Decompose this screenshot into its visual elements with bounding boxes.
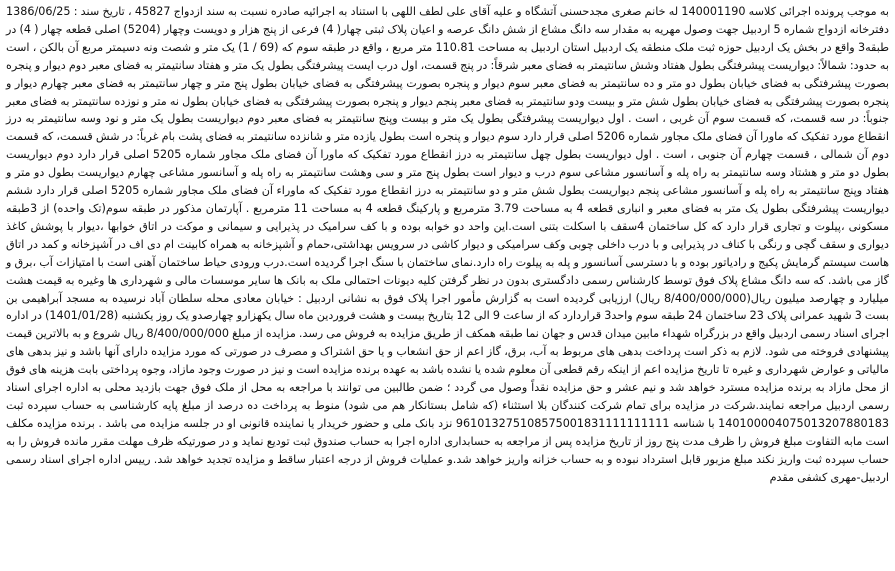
auction-notice-text: به موجب پرونده اجرائی کلاسه 140001190 له خانم صغری مجدحسنی آتشگاه و علیه آقای علی لطف اللهی با استناد به اجرائیه صادره نسبت به سند ازدواج 45827 ، تاریخ سند : 1386/06/25 دفترخانه ازدواج شماره 5 اردبیل جهت وصول مهریه به مقدار سه دانگ مشاع از شش دانگ عرصه و اعیان پلاک ثبتی چهار( 4) فرعی از پنج هزار و دویست وچهار (5204) اصلی قطعه چهار ( 4) در طبقه3 واقع در بخش یک اردبیل حوزه ثبت ملک منطقه یک اردبیل استان اردبیل به مساحت 110.81 متر مربع ، واقع در طبقه سوم که (69 / 1) یک متر و شصت ونه دسیمتر مربع آن بالکن ، است به حدود: شمالاً: دیواریست پیشرفتگی بطول هفتاد وشش سانتیمتر به فضای معبر شرقاً: در پنج قسمت، اول درب ایست پیشرفتگی بطول یک متر و هفتاد سانتیمتر به فضای معبر دوم دیوار و پنجره بصورت پیشرفتگی به فضای خیابان بطول دو متر و ده سانتیمتر به فضای معبر سوم دیوار و پنجره بصورت پیشرفتگی به فضای خیابان بطول پنج متر و چهار سانتیمتر به فضای معبر چهارم دیوار و پنجره بصورت پیشرفتگی به فضای خیابان بطول شش متر و بیست ودو سانتیمتر به فضای معبر پنجم دیوار و پنجره بصورت پیشرفتگی به فضای خیابان بطول نه متر و نوزده سانتیمتر به فضای معبر جنوباً: در سه قسمت، که قسمت سوم آن غربی ، است . اول دیواریست پیشرفتگی بطول یک متر و بیست وپنج سانتیمتر به فضای معبر دوم دیواریست بطول یک متر و نود وسه سانتیمتر به درز انقطاع مورد تفکیک که ماورا آن فضای ملک مجاور شماره 5206 اصلی قرار دارد سوم دیوار و پنجره است بطول یازده متر و شانزده سانتیمتر به فضای پشت بام غرباً: در شش قسمت، که قسمت دوم آن شمالی ، قسمت چهارم آن جنوبی ، است . اول دیواریست بطول چهل سانتیمتر به درز انقطاع مورد تفکیک که ماورا آن فضای ملک مجاور شماره 5205 اصلی قرار دارد دوم دیواریست بطول دو متر و هشتاد وسه سانتیمتر به راه پله و آسانسور مشاعی سوم درب و دیوار است بطول پنج متر و سی وهشت سانتیمتر به راه پله و آسانسور مشاعی چهارم دیواریست بطول دو متر و هفتاد وپنج سانتیمتر به راه پله و آسانسور مشاعی پنجم دیواریست بطول شش متر و دو سانتیمتر به درز انقطاع مورد تفکیک که ماوراء آن فضای ملک مجاور شماره 5205 اصلی قرار دارد ششم دیواریست پیشرفتگی بطول یک متر به فضای معبر و انباری قطعه 4 به مساحت 3.79 مترمربع و پارکینگ قطعه 4 به مساحت 11 مترمربع . آپارتمان مذکور در طبقه سوم(تک واحده) از 3طبقه مسکونی ،پیلوت و تجاری قرار دارد که کل ساختمان 4سقف با اسکلت بتنی است.این واحد دو خوابه بوده و با کف سرامیک در پذیرایی و سیمانی و موکت در اتاق خوابها ،دیوار با پوشش کاغذ دیواری و سقف گچی و رنگی با کناف در پذیرایی و با درب داخلی چوبی وکف سرامیکی و دیوار کاشی در سرویس بهداشتی،حمام و آشپزخانه به همراه کابینت ام دی اف در آشپزخانه و کمد در اتاق هاست سیستم گرمایش پکیج و رادیاتور بوده و با دسترسی آسانسور و پله به پیلوت راه دارد.نمای ساختمان با سنگ اجرا گردیده است.درب ورودی حیاط ساختمان آهنی است با امتیازات آب ،برق و گاز می باشد. که سه دانگ مشاع پلاک فوق توسط کارشناس رسمی دادگستری بدون در نظر گرفتن کلیه دیونات احتمالی ملک به بانک ها سایر موسسات مالی و شهرداری ها وغیره به قیمت هشت میلیارد و چهارصد میلیون ریال(8/400/000/000 ریال) ارزیابی گردیده است به گزارش مأمور اجرا پلاک فوق به نشانی اردبیل : خیابان معادی محله سلطان آباد نرسیده به مسجد آبراهیمی بن بست 3 شهید عمرانی پلاک 23 ساختمان 24 طبقه سوم واحد3 قراردارد که از ساعت 9 الی 12 بتاریخ بیست و هشت فروردین ماه سال یکهزارو چهارصدو یک روز یکشنبه (1401/01/28) در اداره اجرای اسناد رسمی اردبیل واقع در بزرگراه شهداء مابین میدان قدس و جهان نما طبقه همکف از طریق مزایده به فروش می رسد. مزایده از مبلغ 8/400/000/000 ریال شروع و به بالاترین قیمت پیشنهادی فروخته می شود. لازم به ذکر است پرداخت بدهی های مربوط به آب، برق، گاز اعم از حق انشعاب و یا حق اشتراک و مصرف در صورتی که مورد مزایده دارای آنها باشد و نیز بدهی های مالیاتی و عوارض شهرداری و غیره تا تاریخ مزایده اعم از اینکه رقم قطعی آن معلوم شده یا نشده باشد به عهده برنده مزایده است و نیز در صورت وجود مازاد، وجوه پرداختی بابت هزینه های فوق از محل مازاد به برنده مزایده مسترد خواهد شد و نیم عشر و حق مزایده نقداً وصول می گردد ؛ ضمن طالبین می توانند با مراجعه به محل از ملک فوق جهت بازدید محلی به اداره اجرای اسناد رسمی اردبیل مراجعه نمایند.شرکت در مزایده برای تمام شرکت کنندگان بلا استثناء (که شامل بستانکار هم می شود) منوط به پرداخت ده درصد از مبلغ پایه کارشناسی به حساب سپرده ثبت 140100004075013207880183 با شناسه 961013275108575001831111111111 نزد بانک ملی و حضور خریدار یا نماینده قانونی او در جلسه مزایده می باشد . برنده مزایده مکلف است مابه التفاوت مبلغ فروش را ظرف مدت پنج روز از تاریخ مزایده پس از مراجعه به حسابداری اداره اجرا به حساب صندوق ثبت تودیع نماید و در صورتیکه ظرف مهلت مقرر مانده فروش را به حساب سپرده ثبت واریز نکند مبلغ مزبور قابل استرداد نبوده و به حساب خزانه واریز خواهد شد.و عملیات فروش از درجه اعتبار ساقط و مزایده تجدید خواهد شد. رییس اداره اجرای اسناد رسمی اردبیل-مهری کشفی مقدم (6, 5, 890, 484)
